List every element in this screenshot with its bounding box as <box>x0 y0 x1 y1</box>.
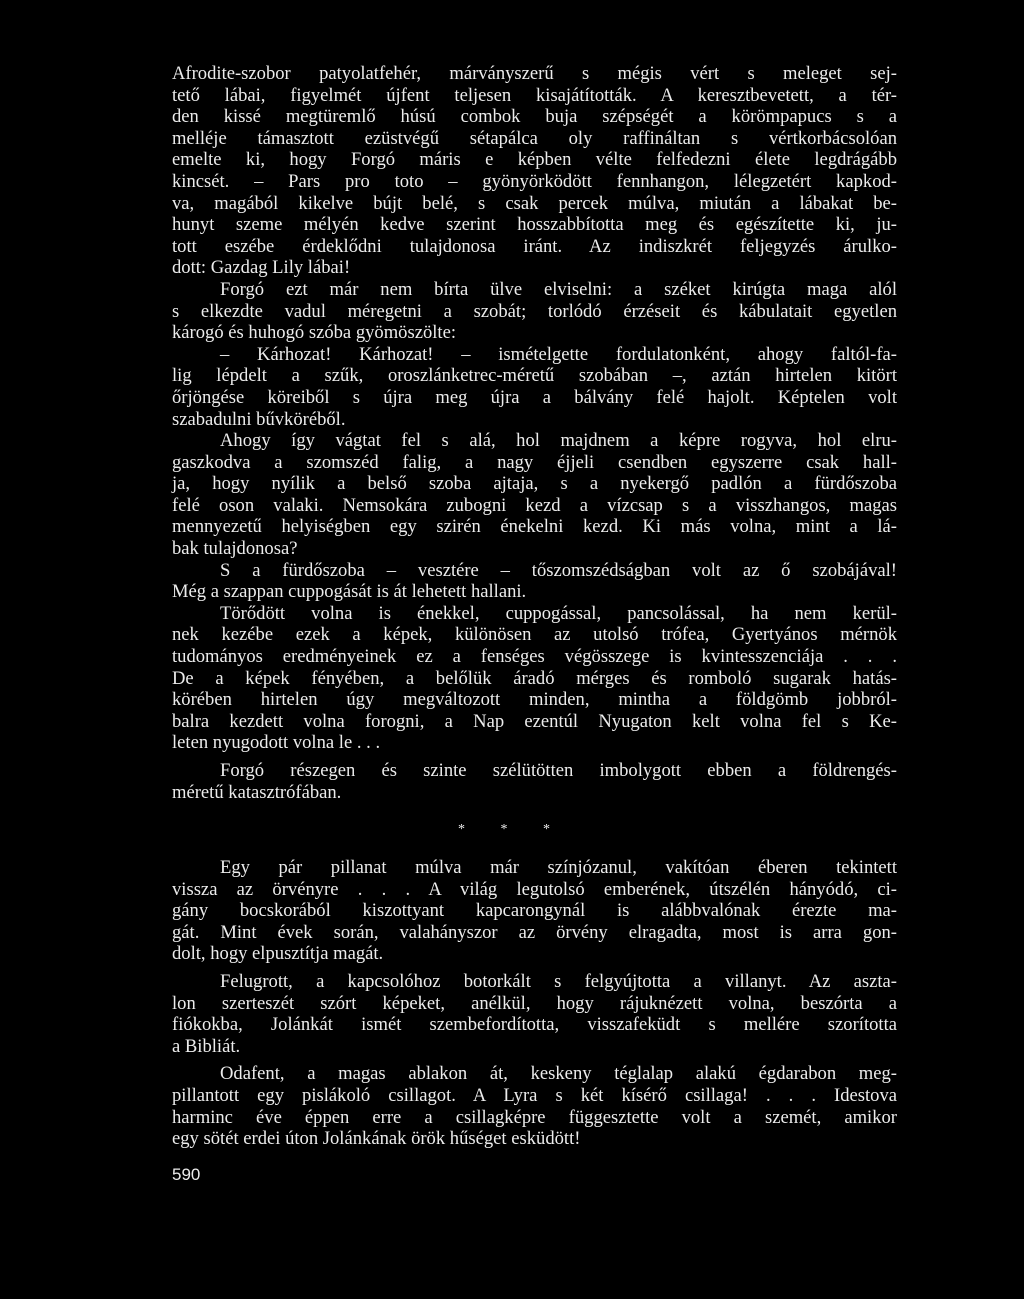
text-line: Ahogy így vágtat fel s alá, hol majdnem a képre rogyva, hol elru- <box>220 430 897 452</box>
text-line: leten nyugodott volna le . . . <box>172 732 381 754</box>
paragraph <box>172 63 897 279</box>
text-line: De a képek fényében, a belőlük áradó mérges és romboló sugarak hatás- <box>172 667 897 689</box>
text-block-lower <box>172 857 897 1150</box>
text-line: tető lábai, figyelmét újfent teljesen kisajátították. A keresztbevetett, a tér- <box>172 84 897 106</box>
text-line: Egy pár pillanat múlva már színjózanul, vakítóan éberen tekintett <box>220 857 897 878</box>
text-line: bak tulajdonosa? <box>172 538 298 560</box>
text-line: gány bocskorából kiszottyant kapcarongynál is alábbvalónak érezte ma- <box>172 900 897 922</box>
text-line: Felugrott, a kapcsolóhoz botorkált s felgyújtotta a villanyt. Az aszta- <box>220 970 897 992</box>
text-line: Forgó részegen és szinte szélütötten imbolygott ebben a földrengés- <box>220 760 897 781</box>
text-line: balra kezdett volna forogni, a Nap ezentúl Nyugaton kelt volna fel s Ke- <box>172 710 897 732</box>
text-line: dolt, hogy elpusztítja magát. <box>172 943 384 965</box>
text-line: szabadulni bűvköréből. <box>172 408 346 430</box>
text-line: gát. Mint évek során, valahányszor az örvény elragadta, most is arra gon- <box>172 921 897 943</box>
text-line: tott eszébe érdeklődni tulajdonosa iránt. Az indiszkrét feljegyzés árulko- <box>172 235 897 257</box>
text-line: s elkezdte vadul méregetni a szobát; torlódó érzéseit és kábulatait egyetlen <box>172 300 897 322</box>
text-line: Törődött volna is énekkel, cuppogással, pancsolással, ha nem kerül- <box>220 602 897 624</box>
text-line: fiókokba, Jolánkát ismét szembefordította, visszafeküdt s mellére szorította <box>172 1014 897 1036</box>
text-line: Odafent, a magas ablakon át, keskeny téglalap alakú égdarabon meg- <box>220 1063 897 1085</box>
paragraph <box>172 1063 897 1149</box>
text-line: pillantott egy pislákoló csillagot. A Lyra s két kísérő csillaga! . . . Idestova <box>172 1084 897 1106</box>
text-line: méretű katasztrófában. <box>172 781 342 803</box>
text-line: S a fürdőszoba – vesztére – tőszomszédságban volt az ő szobájával! <box>220 559 897 581</box>
text-line: – Kárhozat! Kárhozat! – ismételgette fordulatonként, ahogy faltól-fa- <box>220 343 897 365</box>
paragraph <box>172 430 897 560</box>
text-line: dott: Gazdag Lily lábai! <box>172 257 351 279</box>
paragraph <box>172 560 897 603</box>
text-line: nek kezébe ezek a képek, különösen az utolsó trófea, Gyertyános mérnök <box>172 624 897 646</box>
paragraph <box>172 857 897 965</box>
text-line: melléje támasztott ezüstvégű sétapálca oly raffináltan s vértkorbácsolóan <box>172 127 897 149</box>
text-line: egy sötét erdei úton Jolánkának örök hűséget esküdött! <box>172 1128 581 1150</box>
text-line: hunyt szeme mélyén kedve szerint hosszabbította meg és egészítette ki, ju- <box>172 214 897 236</box>
text-line: károgó és huhogó szóba gyömöszölte: <box>172 322 457 344</box>
text-line: őrjöngése köreiből s újra meg újra a bálvány felé hajolt. Képtelen volt <box>172 386 897 408</box>
text-line: körében hirtelen úgy megváltozott minden, mintha a földgömb jobbról- <box>172 689 897 711</box>
text-line: den kissé megtüremlő húsú combok buja szépségét a körömpapucs s a <box>172 106 897 128</box>
paragraph <box>172 603 897 754</box>
text-line: kincsét. – Pars pro toto – gyönyörködött fennhangon, lélegzetért kapkod- <box>172 170 897 192</box>
text-line: ja, hogy nyílik a belső szoba ajtaja, s a nyekergő padlón a fürdőszoba <box>172 473 897 495</box>
paragraph <box>172 279 897 344</box>
text-line: Afrodite-szobor patyolatfehér, márványszerű s mégis vért s meleget sej- <box>172 63 897 84</box>
text-line: emelte ki, hogy Forgó máris e képben vélte felfedezni élete legdrágább <box>172 149 897 171</box>
text-line: mennyezetű helyiségben egy szirén énekelni kezd. Ki más volna, mint a lá- <box>172 516 897 538</box>
paragraph <box>172 760 897 803</box>
text-block-upper <box>172 63 897 803</box>
section-separator: * * * <box>458 822 566 837</box>
text-line: gaszkodva a szomszéd falig, a nagy éjjeli csendben egyszerre csak hall- <box>172 451 897 473</box>
text-line: felé oson valaki. Nemsokára zubogni kezd a vízcsap s a visszhangos, magas <box>172 494 897 516</box>
text-line: lig lépdelt a szűk, oroszlánketrec-méretű szobában –, aztán hirtelen kitört <box>172 365 897 387</box>
text-line: a Bibliát. <box>172 1035 241 1057</box>
page-number: 590 <box>172 1165 201 1184</box>
text-line: vissza az örvényre . . . A világ legutolsó emberének, útszélén hányódó, ci- <box>172 878 897 900</box>
paragraph <box>172 344 897 430</box>
text-line: harminc éve éppen erre a csillagképre függesztette volt a szemét, amikor <box>172 1106 897 1128</box>
text-line: tudományos eredményeinek ez a fenséges végösszege is kvintesszenciája . . . <box>172 646 897 668</box>
text-line: lon szerteszét szórt képeket, anélkül, hogy rájuknézett volna, beszórta a <box>172 992 897 1014</box>
paragraph <box>172 971 897 1057</box>
text-line: Forgó ezt már nem bírta ülve elviselni: a széket kirúgta maga alól <box>220 278 897 300</box>
text-line: Még a szappan cuppogását is át lehetett hallani. <box>172 581 527 603</box>
text-line: va, magából kikelve bújt belé, s csak percek múlva, miután a lábakat be- <box>172 192 897 214</box>
